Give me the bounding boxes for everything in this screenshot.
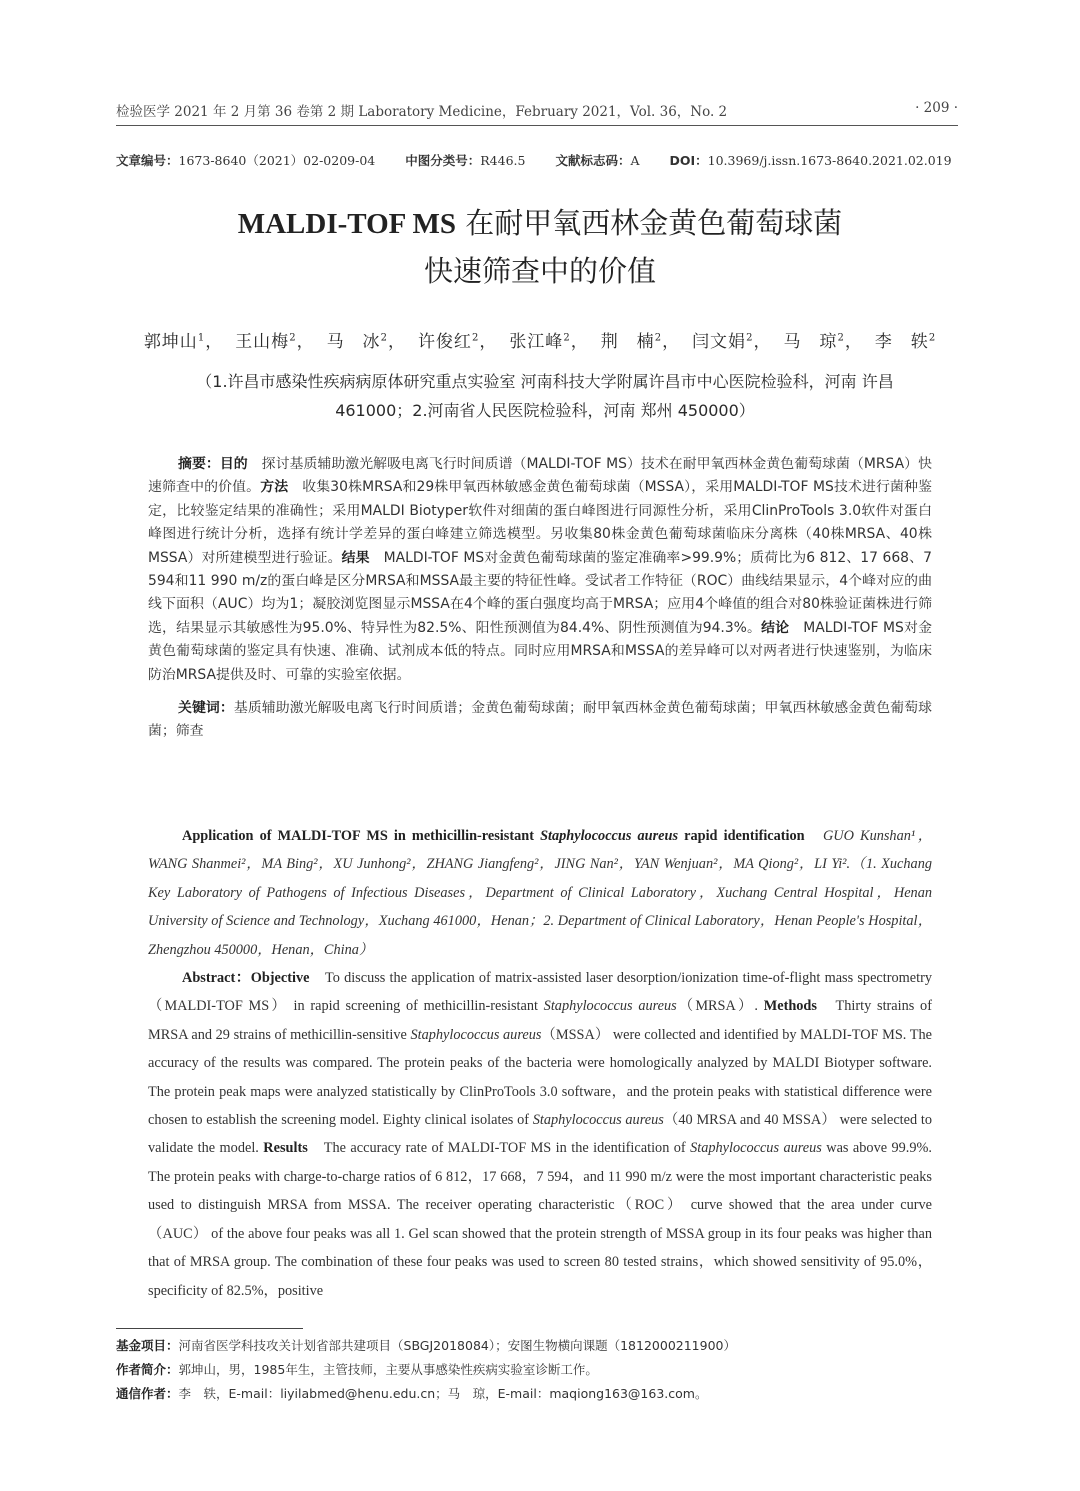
author-name: 闫文娟$^2$， [692, 332, 772, 352]
running-header [116, 100, 958, 120]
english-title-authors: Application of MALDI-TOF MS in methicillin-resistant Staphylococcus aureus rapid identification GUO Kunshan¹，WANG Shanmei²，MA Bing²，XU Junhong²，ZHANG Jiangfeng²，JING Nan²，YAN Wenjuan²，MA Qiong²，LI Yi².（1. Xuchang Key Laboratory of Pathogens of Infectious Diseases，Department of Clinical Laboratory，Xuchang Central Hospital，Henan University of Science and Technology，Xuchang 461000，Henan；2. Department of Clinical Laboratory，Henan People's Hospital，Zhengzhou 450000，Henan，China） [148, 828, 932, 958]
author-name: 李 轶$^2$ [874, 332, 937, 352]
article-title [0, 200, 1080, 295]
cn-abstract-body: 摘要：目的 探讨基质辅助激光解吸电离飞行时间质谱（MALDI-TOF MS）技术在耐甲氧西林金黄色葡萄球菌（MRSA）快速筛查中的价值。方法 收集30株MRSA和29株甲氧西林敏感金黄色葡萄球菌（MSSA），采用MALDI-TOF MS技术进行菌种鉴定，比较鉴定结果的准确性；采用MALDI Biotyper软件对细菌的蛋白峰图进行同源性分析，采用ClinProTools 3.0软件对蛋白峰图进行统计分析，选择有统计学差异的蛋白峰建立筛选模型。另收集80株金黄色葡萄球菌临床分离株（40株MRSA、40株MSSA）对所建模型进行验证。结果 MALDI-TOF MS对金黄色葡萄球菌的鉴定准确率>99.9%；质荷比为6 812、17 668、7 594和11 990 m/z的蛋白峰是区分MRSA和MSSA最主要的特征性峰。受试者工作特征（ROC）曲线结果显示，4个峰对应的曲线下面积（AUC）均为1；凝胶浏览图显示MSSA在4个峰的蛋白强度均高于MRSA；应用4个峰值的组合对80株验证菌株进行筛选，结果显示其敏感性为95.0%、特异性为82.5%、阳性预测值为84.4%、阴性预测值为94.3%。结论 MALDI-TOF MS对金黄色葡萄球菌的鉴定具有快速、准确、试剂成本低的特点。同时应用MRSA和MSSA的差异峰可以对两者进行快速鉴别，为临床防治MRSA提供及时、可靠的实验室依据。 [148, 456, 932, 683]
author-name: 许俊红$^2$， [417, 332, 498, 352]
author-name: 张江峰$^2$， [509, 332, 589, 352]
funding-note: 基金项目：河南省医学科技攻关计划省部共建项目（SBGJ2018084）；安图生物横向课题（1812000211900） [116, 1338, 736, 1353]
affiliations [140, 367, 950, 425]
doi: DOI：10.3969/j.issn.1673-8640.2021.02.019 [669, 153, 952, 168]
header-rule [116, 125, 958, 126]
title-line-1: MALDI-TOF MS 在耐甲氧西林金黄色葡萄球菌 [237, 206, 843, 240]
affiliation-line-1: （1.许昌市感染性疾病病原体研究重点实验室 河南科技大学附属许昌市中心医院检验科，河南 许昌 [196, 372, 894, 391]
english-abstract: Abstract：Objective To discuss the application of matrix-assisted laser desorption/ionization time-of-flight mass spectrometry（MALDI-TOF MS） in rapid screening of methicillin-resistant Staphylococcus aureus（MRSA）. Methods Thirty strains of MRSA and 29 strains of methicillin-sensitive Staphylococcus aureus（MSSA） were collected and identified by MALDI-TOF MS. The accuracy of the results was compared. The protein peaks of the bacteria were homologically analyzed by MALDI Biotyper software. The protein peak maps were analyzed statistically by ClinProTools 3.0 software，and the protein peaks with statistical difference were chosen to establish the screening model. Eighty clinical isolates of Staphylococcus aureus（40 MRSA and 40 MSSA） were selected to validate the model. Results The accuracy rate of MALDI-TOF MS in the identification of Staphylococcus aureus was above 99.9%. The protein peaks with charge-to-charge ratios of 6 812，17 668，7 594，and 11 990 m/z were the most important characteristic peaks used to distinguish MRSA from MSSA. The receiver operating characteristic（ROC） curve showed that the area under curve（AUC） of the above four peaks was all 1. Gel scan showed that the protein strength of MSSA group in its four peaks was higher than that of MRSA group. The combination of these four peaks was used to screen 80 tested strains，which showed sensitivity of 95.0%，specificity of 82.5%，positive [148, 970, 932, 1299]
author-name: 王山梅$^2$， [235, 332, 315, 352]
footnotes [116, 1334, 736, 1406]
cn-keywords: 关键词：基质辅助激光解吸电离飞行时间质谱；金黄色葡萄球菌；耐甲氧西林金黄色葡萄球菌；甲氧西林敏感金黄色葡萄球菌；筛查 [148, 700, 932, 740]
english-section [148, 822, 932, 1305]
journal-line: 检验医学 2021 年 2 月第 36 卷第 2 期 Laboratory Medicine，February 2021，Vol. 36，No. 2 [116, 104, 728, 120]
affiliation-line-2: 461000；2.河南省人民医院检验科，河南 郑州 450000） [335, 401, 755, 420]
article-number: 文章编号：1673-8640（2021）02-0209-04 [116, 153, 376, 168]
chinese-abstract [148, 453, 932, 744]
title-line-2: 快速筛查中的价值 [423, 254, 656, 288]
author-name: 荆 楠$^2$， [600, 332, 681, 352]
document-code: 文献标志码：A [555, 153, 640, 168]
author-bio-note: 作者简介：郭坤山，男，1985年生，主管技师，主要从事感染性疾病实验室诊断工作。 [116, 1362, 598, 1377]
author-name: 郭坤山$^1$， [143, 332, 224, 352]
author-name: 马 冰$^2$， [326, 332, 406, 352]
footnote-rule [116, 1328, 303, 1329]
article-meta [116, 151, 978, 169]
author-name: 马 琼$^2$， [783, 332, 863, 352]
author-list [0, 327, 1080, 352]
page-number: · 209 · [915, 100, 958, 116]
corresponding-note: 通信作者：李 轶，E-mail：liyilabmed@henu.edu.cn；马 琼，E-mail：maqiong163@163.com。 [116, 1386, 708, 1401]
clc-number: 中图分类号：R446.5 [405, 153, 526, 168]
